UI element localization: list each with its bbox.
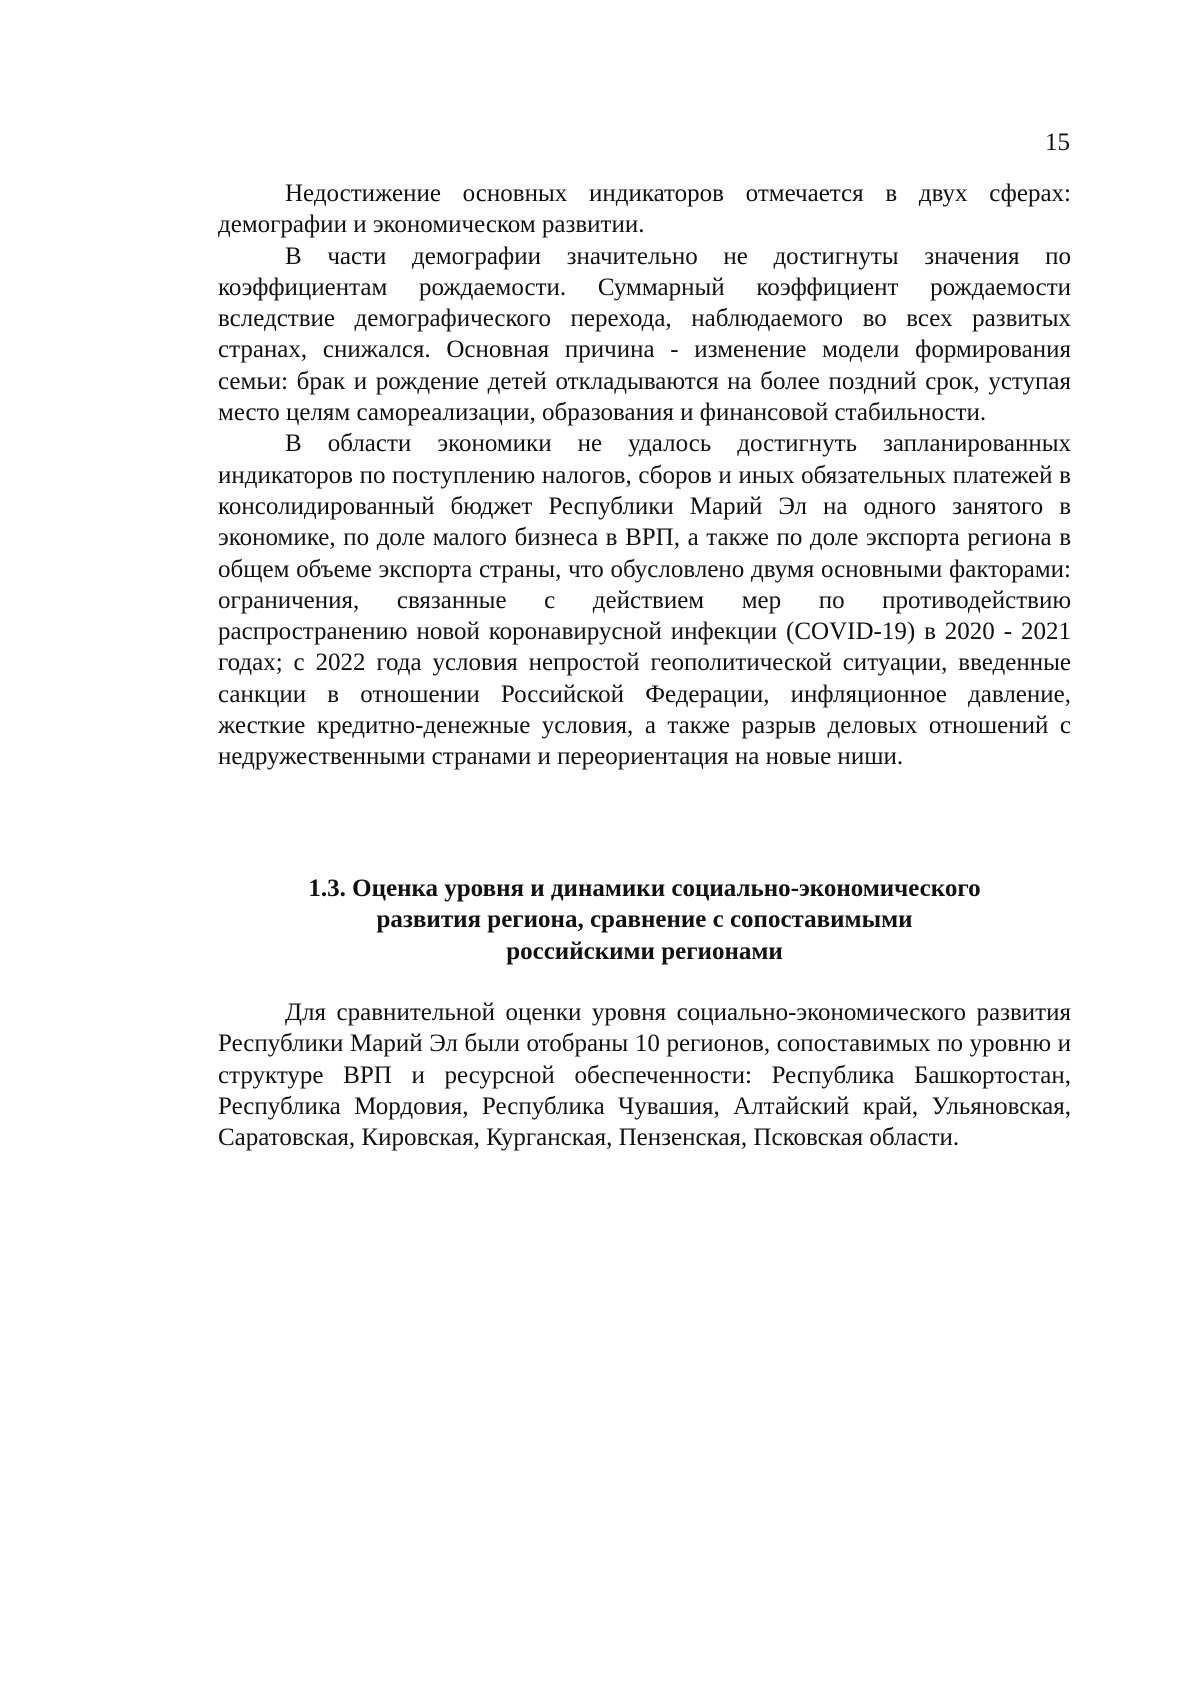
body-text-bottom (218, 997, 1071, 1153)
paragraph-comparison-regions: Для сравнительной оценки уровня социально-экономического развития Республики Марий Эл были отобраны 10 регионов, сопоставимых по уровню и структуре ВРП и ресурсной обеспеченности: Республика Башкортостан, Республика Мордовия, Республика Чувашия, Алтайский край, Ульяновская, Саратовская, Кировская, Курганская, Пензенская, Псковская области. (218, 999, 1071, 1152)
page-number: 15 (1045, 129, 1070, 156)
paragraph-demography: В части демографии значительно не достигнуты значения по коэффициентам рождаемости. Суммарный коэффициент рождаемости вследствие демографического перехода, наблюдаемого во всех развитых странах, снижался. Основная причина - изменение модели формирования семьи: брак и рождение детей откладываются на более поздний срок, уступая место целям самореализации, образования и финансовой стабильности. (218, 242, 1071, 427)
section-heading-line-3: российскими регионами (506, 937, 783, 965)
section-heading-line-2: развития региона, сравнение с сопоставимыми (376, 906, 913, 934)
paragraph-economy: В области экономики не удалось достигнуть запланированных индикаторов по поступлению налогов, сборов и иных обязательных платежей в консолидированный бюджет Республики Марий Эл на одного занятого в экономике, по доле малого бизнеса в ВРП, а также по доле экспорта региона в общем объеме экспорта страны, что обусловлено двумя основными факторами: ограничения, связанные с действием мер по противодействию распространению новой коронавирусной инфекции (COVID-19) в 2020 - 2021 годах; с 2022 года условия непростой геополитической ситуации, введенные санкции в отношении Российской Федерации, инфляционное давление, жесткие кредитно-денежные условия, а также разрыв деловых отношений с недружественными странами и переориентация на новые ниши. (218, 430, 1071, 771)
paragraph-indicators: Недостижение основных индикаторов отмечается в двух сферах: демографии и экономическом развитии. (218, 180, 1071, 239)
section-heading (218, 873, 1071, 967)
section-heading-line-1: 1.3. Оценка уровня и динамики социально-экономического (308, 875, 981, 902)
body-text-top (218, 178, 1071, 773)
